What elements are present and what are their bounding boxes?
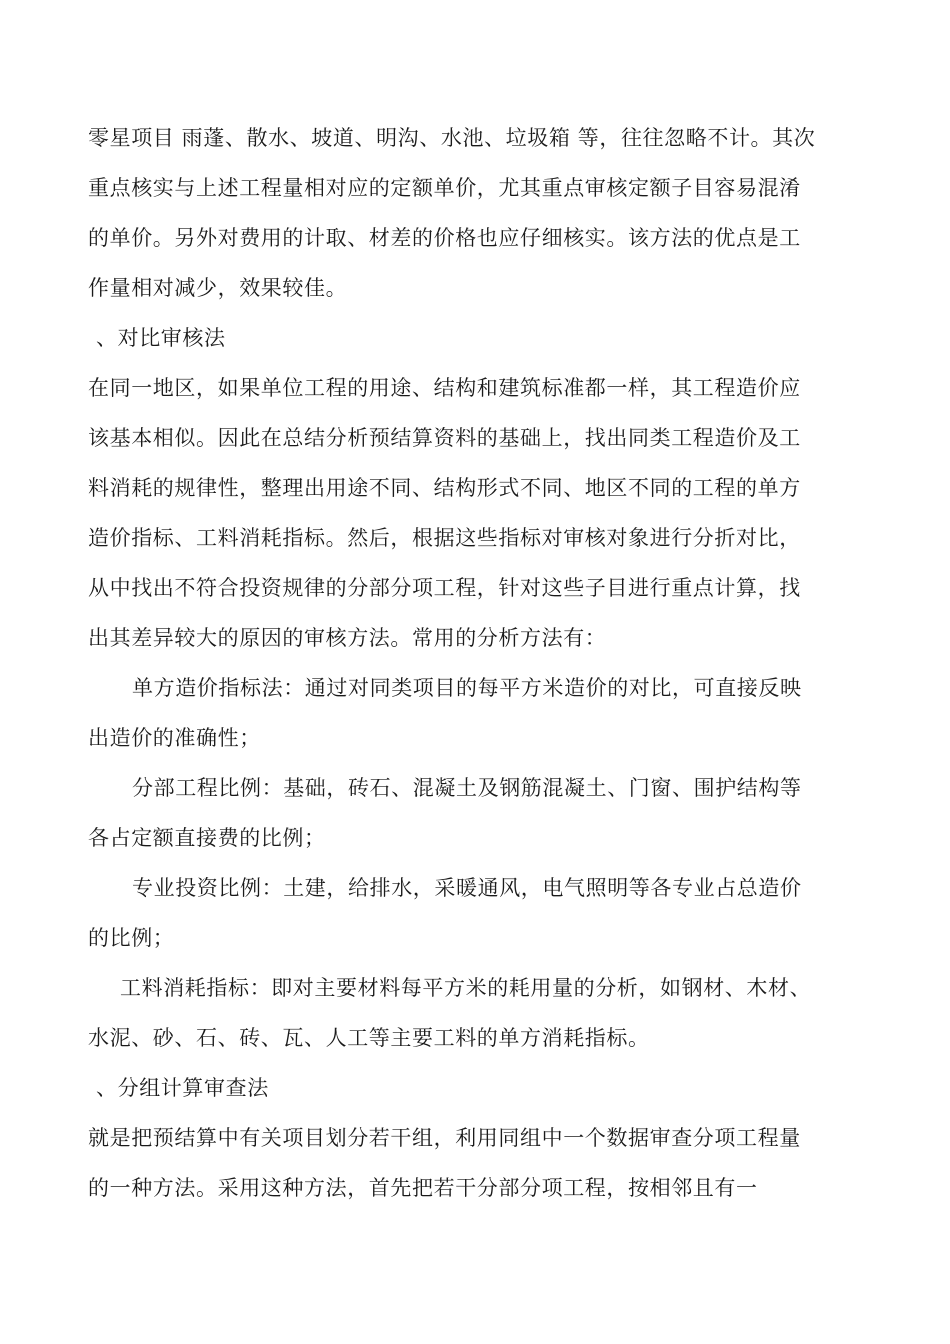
- list-item-sub-project-ratio: 分部工程比例：基础，砖石、混凝土及钢筋混凝土、门窗、围护结构等各占定额直接费的比例；: [88, 776, 802, 850]
- paragraph-body: 零星项目 雨蓬、散水、坡道、明沟、水池、垃圾箱 等，往往忽略不计。其次重点核实与上述工程量相对应的定额单价，尤其重点审核定额子目容易混淆的单价。另外对费用的计取、材差的价格也应仔细核实。该方法的优点是工作量相对减少，效果较佳。: [88, 126, 816, 300]
- list-item-unit-cost-index: 单方造价指标法：通过对同类项目的每平方米造价的对比，可直接反映出造价的准确性；: [88, 676, 802, 750]
- paragraph-body: 就是把预结算中有关项目划分若干组，利用同组中一个数据审查分项工程量的一种方法。采用这种方法，首先把若干分部分项工程，按相邻且有一: [88, 1126, 801, 1200]
- document-body: [88, 113, 818, 1213]
- section-heading-group-calculation-review: 、分组计算审查法: [96, 1076, 269, 1100]
- list-item-discipline-investment-ratio: 专业投资比例：土建，给排水，采暖通风，电气照明等各专业占总造价的比例；: [88, 876, 802, 950]
- paragraph-body: 在同一地区，如果单位工程的用途、结构和建筑标准都一样，其工程造价应该基本相似。因此在总结分析预结算资料的基础上，找出同类工程造价及工料消耗的规律性，整理出用途不同、结构形式不同、地区不同的工程的单方造价指标、工料消耗指标。然后，根据这些指标对审核对象进行分折对比，从中找出不符合投资规律的分部分项工程，针对这些子目进行重点计算，找出其差异较大的原因的审核方法。常用的分析方法有：: [88, 376, 801, 650]
- section-heading-comparison-review: 、对比审核法: [96, 326, 226, 350]
- list-item-material-consumption-index: 工料消耗指标：即对主要材料每平方米的耗用量的分析，如钢材、木材、水泥、砂、石、砖、瓦、人工等主要工料的单方消耗指标。: [88, 976, 812, 1050]
